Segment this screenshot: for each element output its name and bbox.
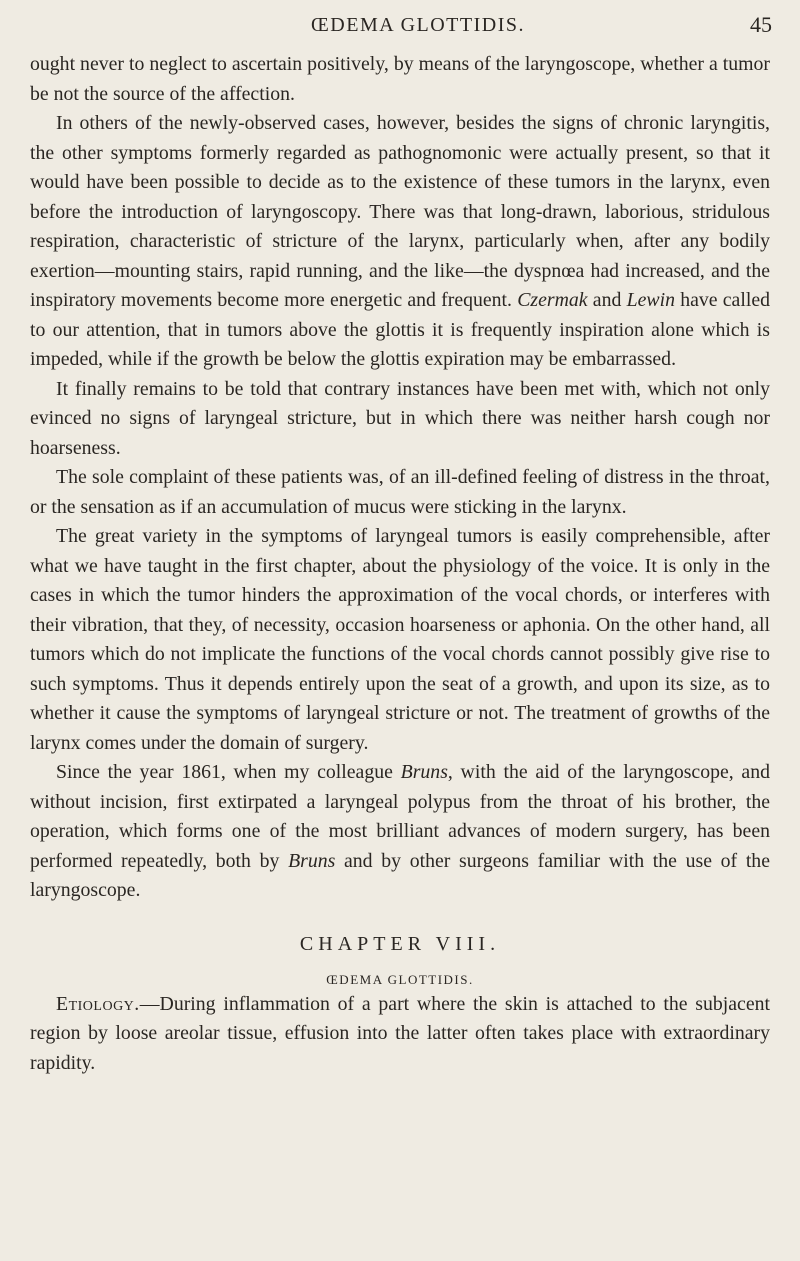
text-run: In others of the newly-observed cases, however, besides the signs of chronic laryngitis, the other symptoms formerly regarded as pathognomonic were actually present, so that it would have been possible to decide as to the existence of these tumors in the larynx, even before the introduction of laryngoscopy. There was that long-drawn, laborious, stridulous respiration, characteristic of stricture of the larynx, particularly when, after any bodily exertion—mounting stairs, rapid running, and the like—the dyspnœa had increased, and the inspiratory movements become more energetic and frequent.: [30, 112, 770, 311]
paragraph-variety-of-symptoms: [30, 522, 770, 758]
cited-name: Bruns: [400, 761, 448, 783]
page-number: 45: [750, 12, 772, 37]
paragraph-contrary-instances: [30, 375, 770, 464]
paragraph-sole-complaint: [30, 463, 770, 522]
chapter-subtitle: ŒDEMA GLOTTIDIS.: [326, 971, 474, 987]
running-head: [60, 10, 776, 40]
text-run: Since the year 1861, when my colleague: [56, 761, 401, 783]
paragraph-symptoms-stricture: [30, 109, 770, 375]
text-run: and by other surgeons familiar with the use of the laryngoscope.: [30, 849, 770, 901]
text-run: and: [587, 289, 627, 311]
etiology-text: [30, 993, 770, 1074]
chapter-heading: CHAPTER VIII.: [299, 932, 501, 955]
text-run: —During inflammation of a part where the skin is attached to the subjacent region by loose areolar tissue, effusion into the latter often takes place with extraordinary rapidity.: [30, 992, 770, 1074]
cited-name: Bruns: [288, 849, 336, 872]
running-title: ŒDEMA GLOTTIDIS.: [311, 14, 525, 36]
paragraph-continuation: [30, 50, 770, 109]
paragraph-etiology: [30, 990, 770, 1079]
etiology-lead: Etiology.: [56, 992, 140, 1015]
body-text: [30, 50, 770, 1078]
text-run: , with the aid of the laryngoscope, and without incision, first extirpated a laryngeal polypus from the throat of his brother, the operation, which forms one of the most brilliant advances of modern surgery, has been performed repeatedly, both by: [30, 761, 770, 872]
text-run: have called to our attention, that in tumors above the glottis it is frequently inspiration alone which is impeded, while if the growth be below the glottis expiration may be embarrassed.: [30, 289, 770, 370]
paragraph-bruns-operation: [30, 758, 770, 906]
text-run: The sole complaint of these patients was, of an ill-defined feeling of distress in the throat, or the sensation as if an accumulation of mucus were sticking in the larynx.: [30, 466, 770, 518]
cited-name: Lewin: [626, 289, 675, 311]
cited-name: Czermak: [517, 289, 588, 311]
text-run: ought never to neglect to ascertain positively, by means of the laryngoscope, whether a tumor be not the source of the affection.: [30, 53, 770, 105]
text-run: It finally remains to be told that contrary instances have been met with, which not only evinced no signs of laryngeal stricture, but in which there was neither harsh cough nor hoarseness.: [30, 377, 770, 459]
text-run: The great variety in the symptoms of laryngeal tumors is easily comprehensible, after what we have taught in the first chapter, about the physiology of the voice. It is only in the cases in which the tumor hinders the approximation of the vocal chords, or interferes with their vibration, that they, of necessity, occasion hoarseness or aphonia. On the other hand, all tumors which do not implicate the functions of the vocal chords cannot possibly give rise to such symptoms. Thus it depends entirely upon the seat of a growth, and upon its size, as to whether it cause the symptoms of laryngeal stricture or not. The treatment of growths of the larynx comes under the domain of surgery.: [30, 525, 770, 754]
